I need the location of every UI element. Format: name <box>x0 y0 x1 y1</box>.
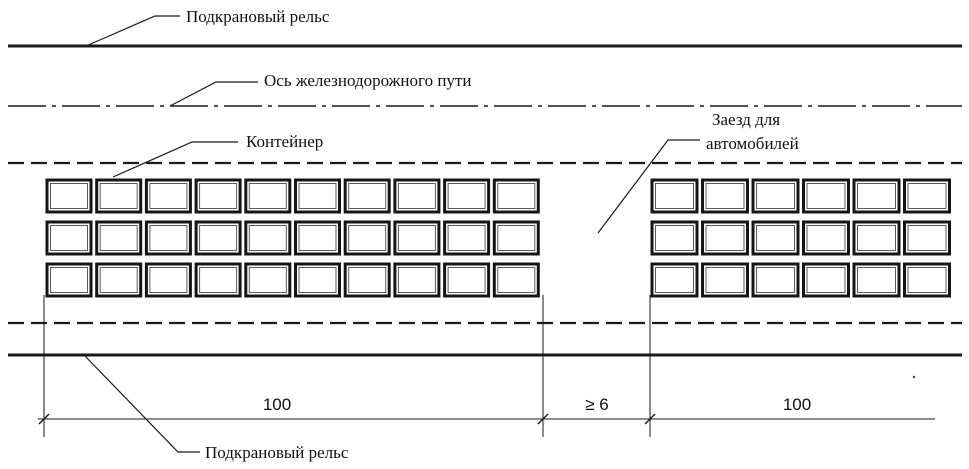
container-box <box>703 222 748 254</box>
top-rail-leader <box>86 16 180 46</box>
container-box <box>494 180 538 212</box>
container-box <box>97 264 141 296</box>
track-axis-leader <box>170 82 258 106</box>
container-box <box>905 264 950 296</box>
container-box <box>905 180 950 212</box>
container-box <box>652 264 697 296</box>
container-box <box>345 264 389 296</box>
container-box <box>146 180 190 212</box>
container-box <box>196 222 240 254</box>
container-box <box>445 180 489 212</box>
container-box <box>703 180 748 212</box>
container-box <box>804 180 849 212</box>
container-box <box>445 222 489 254</box>
container-box <box>47 264 91 296</box>
container-box <box>196 264 240 296</box>
container-box <box>804 264 849 296</box>
container-label: Контейнер <box>246 132 324 151</box>
container-box <box>395 222 439 254</box>
driveway-label-line2: автомобилей <box>706 134 799 153</box>
container-box <box>652 180 697 212</box>
bottom-rail-label: Подкрановый рельс <box>205 443 349 462</box>
container-box <box>345 180 389 212</box>
container-box <box>753 180 798 212</box>
container-box <box>854 222 899 254</box>
container-box <box>246 222 290 254</box>
container-box <box>345 222 389 254</box>
container-box <box>246 180 290 212</box>
container-box <box>296 264 340 296</box>
right-container-block <box>652 180 950 296</box>
container-box <box>854 180 899 212</box>
container-box <box>97 180 141 212</box>
dimension-right-block: 100 <box>782 395 812 414</box>
container-box <box>146 222 190 254</box>
container-box <box>854 264 899 296</box>
container-box <box>494 264 538 296</box>
driveway-label-line1: Заезд для <box>712 110 781 129</box>
track-axis-label: Ось железнодорожного пути <box>264 71 472 90</box>
container-box <box>246 264 290 296</box>
container-box <box>395 180 439 212</box>
container-box <box>445 264 489 296</box>
top-rail-label: Подкрановый рельс <box>186 7 330 26</box>
container-box <box>703 264 748 296</box>
stray-dot <box>913 376 915 378</box>
left-container-block <box>47 180 538 296</box>
container-box <box>296 180 340 212</box>
container-box <box>804 222 849 254</box>
container-box <box>196 180 240 212</box>
container-box <box>146 264 190 296</box>
container-box <box>47 222 91 254</box>
container-box <box>905 222 950 254</box>
container-box <box>47 180 91 212</box>
container-box <box>296 222 340 254</box>
container-box <box>753 264 798 296</box>
container-box <box>753 222 798 254</box>
container-box <box>652 222 697 254</box>
dimension-gap: ≥ 6 <box>585 395 609 414</box>
container-box <box>97 222 141 254</box>
container-box <box>395 264 439 296</box>
container-box <box>494 222 538 254</box>
container-leader <box>113 142 238 177</box>
bottom-rail-leader <box>84 355 200 452</box>
dimension-left-block: 100 <box>262 395 292 414</box>
